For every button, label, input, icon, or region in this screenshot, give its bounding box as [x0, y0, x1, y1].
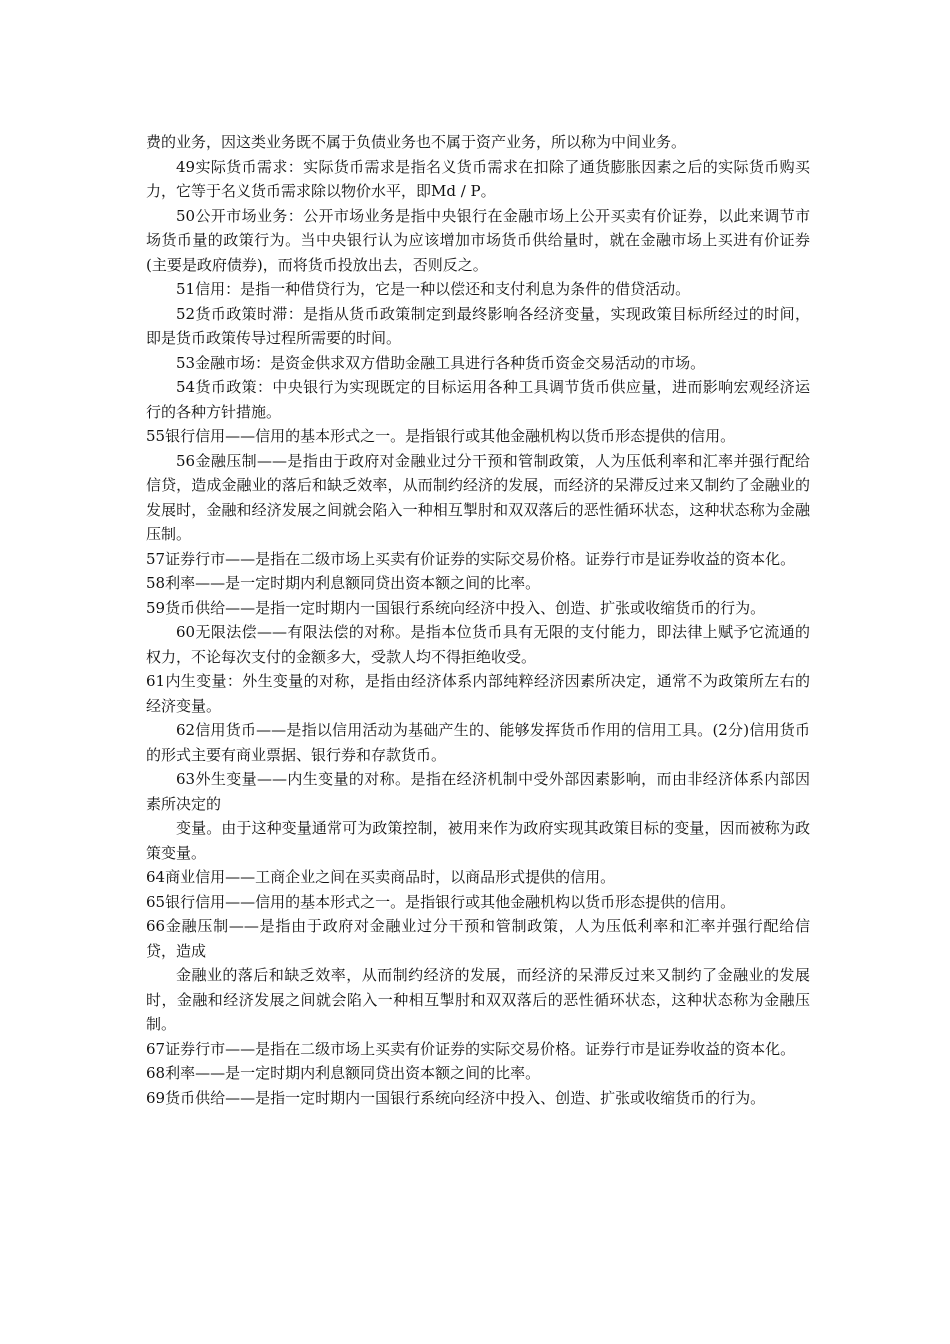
term-67-securities-price: 67证券行市——是指在二级市场上买卖有价证券的实际交易价格。证券行市是证券收益的资本化。 — [146, 1039, 796, 1058]
term-64-commercial-credit: 64商业信用——工商企业之间在买卖商品时，以商品形式提供的信用。 — [146, 868, 616, 886]
term-55-bank-credit: 55银行信用——信用的基本形式之一。是指银行或其他金融机构以货币形态提供的信用。 — [146, 427, 736, 445]
term-63-continued: 变量。由于这种变量通常可为政策控制，被用来作为政府实现其政策目标的变量，因而被称为政策变量。 — [146, 819, 810, 862]
term-59-money-supply: 59货币供给——是指一定时期内一国银行系统向经济中投入、创造、扩张或收缩货币的行为。 — [146, 598, 766, 617]
term-49-real-money-demand: 49实际货币需求：实际货币需求是指名义货币需求在扣除了通货膨胀因素之后的实际货币购买力，它等于名义货币需求除以物价水平，即Md / P。 — [146, 157, 810, 200]
term-52-policy-lag: 52货币政策时滞：是指从货币政策制定到最终影响各经济变量，实现政策目标所经过的时间，即是货币政策传导过程所需要的时间。 — [146, 304, 810, 347]
term-66-continued: 金融业的落后和缺乏效率，从而制约经济的发展，而经济的呆滞反过来又制约了金融业的发展时，金融和经济发展之间就会陷入一种相互掣肘和双双落后的恶性循环状态，这种状态称为金融压制。 — [146, 966, 810, 1033]
term-50-open-market-operations: 50公开市场业务：公开市场业务是指中央银行在金融市场上公开买卖有价证券，以此来调节市场货币量的政策行为。当中央银行认为应该增加市场货币供给量时，就在金融市场上买进有价证券(主要是政府债券)，而将货币投放出去，否则反之。 — [146, 206, 810, 274]
term-65-bank-credit: 65银行信用——信用的基本形式之一。是指银行或其他金融机构以货币形态提供的信用。 — [146, 892, 736, 911]
term-60-unlimited-legal-tender: 60无限法偿——有限法偿的对称。是指本位货币具有无限的支付能力，即法律上赋予它流通的权力，不论每次支付的金额多大，受款人均不得拒绝收受。 — [146, 623, 810, 666]
document-page — [146, 130, 810, 1110]
term-69-money-supply: 69货币供给——是指一定时期内一国银行系统向经济中投入、创造、扩张或收缩货币的行为。 — [146, 1088, 766, 1107]
term-56-financial-repression: 56金融压制——是指由于政府对金融业过分干预和管制政策，人为压低利率和汇率并强行配给信贷，造成金融业的落后和缺乏效率，从而制约经济的发展，而经济的呆滞反过来又制约了金融业的发展时，金融和经济发展之间就会陷入一种相互掣肘和双双落后的恶性循环状态，这种状态称为金融压制。 — [146, 451, 810, 543]
term-58-interest-rate: 58利率——是一定时期内利息额同贷出资本额之间的比率。 — [146, 574, 541, 592]
term-51-credit: 51信用：是指一种借贷行为，它是一种以偿还和支付利息为条件的借贷活动。 — [176, 280, 691, 298]
term-54-monetary-policy: 54货币政策：中央银行为实现既定的目标运用各种工具调节货币供应量，进而影响宏观经济运行的各种方针措施。 — [146, 378, 810, 421]
term-62-credit-money: 62信用货币——是指以信用活动为基础产生的、能够发挥货币作用的信用工具。(2分)信用货币的形式主要有商业票据、银行券和存款货币。 — [146, 721, 810, 764]
term-68-interest-rate: 68利率——是一定时期内利息额同贷出资本额之间的比率。 — [146, 1064, 541, 1082]
term-63-exogenous-variable: 63外生变量——内生变量的对称。是指在经济机制中受外部因素影响，而由非经济体系内部因素所决定的 — [146, 770, 810, 813]
paragraph-continued: 费的业务，因这类业务既不属于负债业务也不属于资产业务，所以称为中间业务。 — [146, 133, 687, 151]
term-66-financial-repression: 66金融压制——是指由于政府对金融业过分干预和管制政策，人为压低利率和汇率并强行配给信贷，造成 — [146, 917, 810, 960]
term-61-endogenous-variable: 61内生变量：外生变量的对称，是指由经济体系内部纯粹经济因素所决定，通常不为政策所左右的经济变量。 — [146, 672, 810, 715]
term-53-financial-market: 53金融市场：是资金供求双方借助金融工具进行各种货币资金交易活动的市场。 — [176, 353, 706, 372]
term-57-securities-price: 57证券行市——是指在二级市场上买卖有价证券的实际交易价格。证券行市是证券收益的资本化。 — [146, 549, 796, 568]
